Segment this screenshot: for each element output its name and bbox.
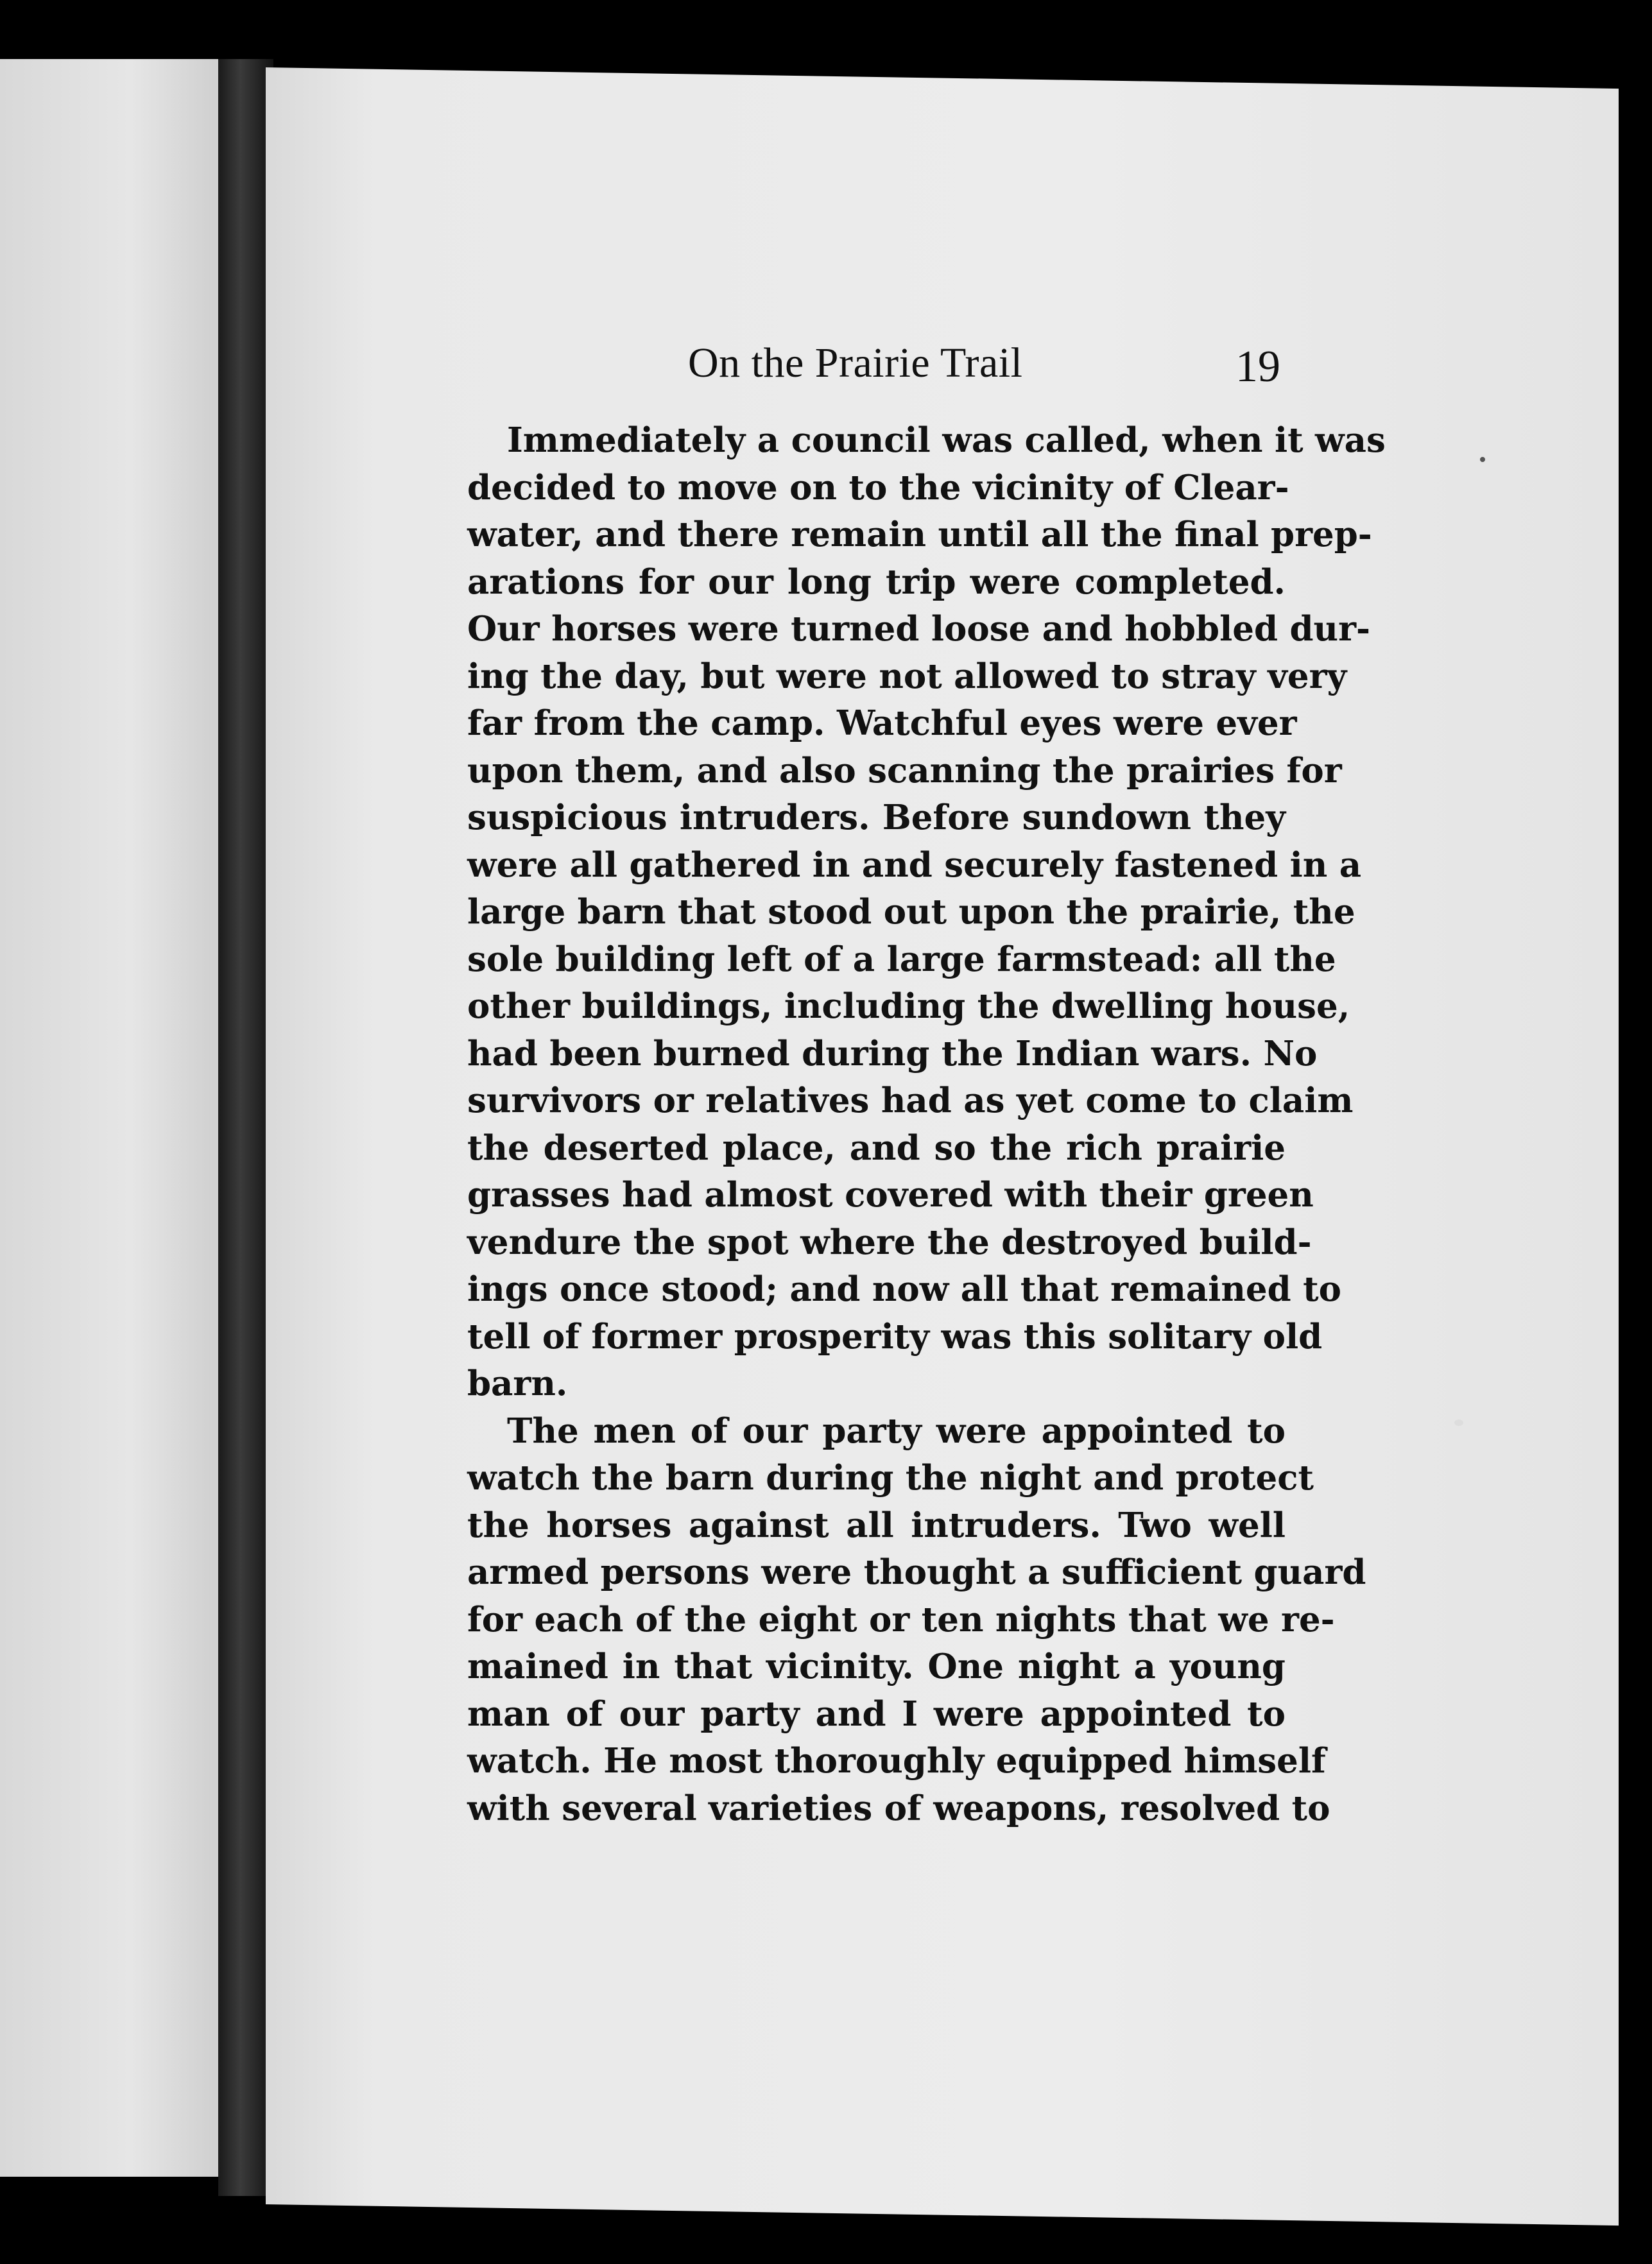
text-line: the deserted place, and so the rich prairie: [467, 1128, 1286, 1168]
paragraph-2: [467, 1408, 1366, 1833]
text-line: far from the camp. Watchful eyes were ever: [467, 703, 1297, 743]
text-line: armed persons were thought a sufficient guard: [467, 1552, 1366, 1592]
text-line: tell of former prosperity was this solitary old: [467, 1316, 1323, 1357]
page-number: 19: [1235, 342, 1280, 391]
text-line: mained in that vicinity. One night a young: [467, 1647, 1286, 1686]
text-line: other buildings, including the dwelling house,: [467, 986, 1350, 1026]
running-title: On the Prairie Trail: [688, 339, 1023, 386]
running-head: [467, 334, 1286, 404]
text-line: had been burned during the Indian wars. No: [467, 1033, 1318, 1074]
text-line: man of our party and I were appointed to: [467, 1694, 1286, 1734]
text-line: vendure the spot where the destroyed build-: [467, 1222, 1312, 1262]
text-line: Our horses were turned loose and hobbled dur-: [467, 609, 1370, 649]
text-line: suspicious intruders. Before sundown they: [467, 798, 1286, 837]
text-line: the horses against all intruders. Two well: [467, 1505, 1286, 1545]
text-line: with several varieties of weapons, resolved to: [467, 1788, 1330, 1828]
page-text: [467, 334, 1386, 1832]
text-line: grasses had almost covered with their green: [467, 1175, 1314, 1215]
text-line: The men of our party were appointed to: [507, 1411, 1286, 1451]
paragraph-1: [467, 417, 1386, 1408]
paper-speck: [1480, 457, 1485, 462]
text-line: water, and there remain until all the final prep-: [467, 515, 1372, 554]
facing-page-edge: [0, 59, 218, 2177]
paper-speck: [1454, 1419, 1463, 1426]
text-line: ing the day, but were not allowed to stray very: [467, 656, 1347, 696]
text-line: arations for our long trip were completed.: [467, 562, 1286, 602]
text-line: Immediately a council was called, when it was: [507, 420, 1386, 460]
text-line: ings once stood; and now all that remained to: [467, 1269, 1341, 1309]
text-line: watch. He most thoroughly equipped himself: [467, 1741, 1326, 1781]
text-line: for each of the eight or ten nights that we re-: [467, 1599, 1335, 1640]
text-line: survivors or relatives had as yet come to claim: [467, 1081, 1354, 1120]
text-line: decided to move on to the vicinity of Clear-: [467, 467, 1289, 508]
text-line: sole building left of a large farmstead: all the: [467, 939, 1336, 979]
text-line: barn.: [467, 1364, 568, 1403]
text-line: large barn that stood out upon the prairie, the: [467, 892, 1355, 932]
text-line: upon them, and also scanning the prairies for: [467, 750, 1342, 791]
text-line: were all gathered in and securely fastened in a: [467, 845, 1362, 885]
text-line: watch the barn during the night and protect: [467, 1458, 1314, 1498]
